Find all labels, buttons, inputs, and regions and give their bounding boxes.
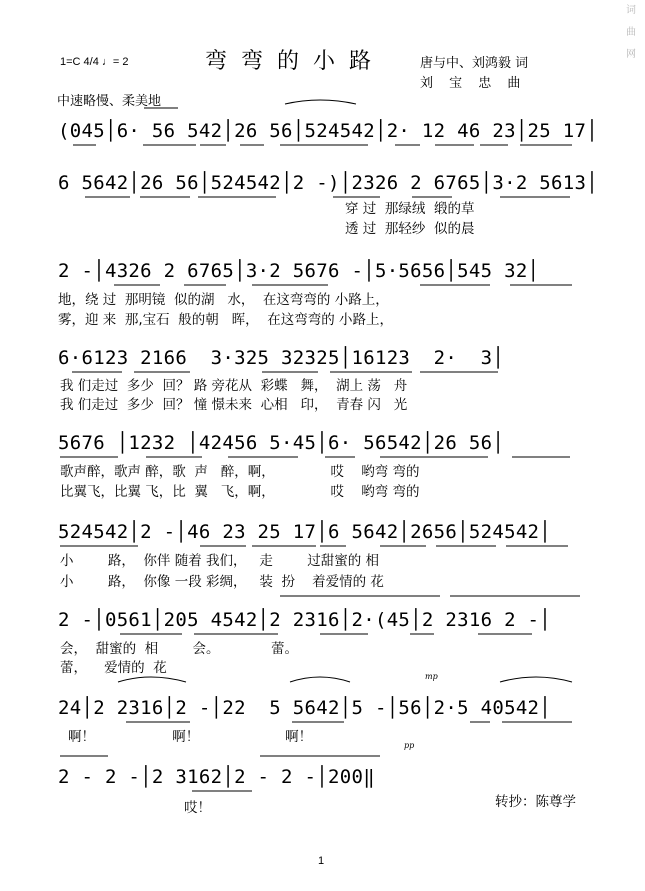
dynamic-mp: mp [425,672,438,681]
lyricist-credit: 唐与中、刘鸿毅 词 [420,56,529,71]
staff-4-lyric-verse-1: 我 们走过 多少 回？ 路 旁花从 彩蝶 舞， 湖上 荡 舟 [60,378,408,394]
tempo-marking: 中速略慢、柔美地 [57,94,162,109]
staff-7-notes: 2 -│0561│205 4542│2 2316│2·(45│2 2316 2 -│ [58,609,552,631]
staff-3-lyric-verse-2: 雾，迎 来 那,宝石 般的朝 晖， 在这弯弯的 小路上， [58,312,393,328]
key-signature: 1=C 4/4 ♩= 2 [60,56,129,68]
watermark-strip: 词 曲 网 [626,5,636,60]
staff-5-lyric-verse-2: 比翼飞，比翼 飞，比 翼 飞，啊， 哎 哟弯 弯的 [60,484,420,500]
staff-2-notes: 6 5642│26 56│524542│2 -)│2326 2 6765│3·2 5613│ [58,172,598,194]
staff-7-lyric-verse-2: 蕾， 爱情的 花 [60,660,167,676]
staff-4-lyric-verse-2: 我 们走过 多少 回？ 憧 憬未来 心相 印， 青春 闪 光 [60,397,408,413]
staff-9-notes: 2 - 2 -│2 3162│2 - 2 -│200‖ [58,766,375,788]
staff-6-lyric-verse-2: 小 路， 你像 一段 彩绸， 装 扮 着爱情的 花 [60,574,384,590]
song-title: 弯弯的小路 [205,49,386,74]
staff-2-lyric-verse-1: 穿 过 那绿绒 缎的草 [345,201,475,217]
staff-9-lyric: 哎！ [184,800,211,816]
transcriber-credit: 转抄：陈尊学 [495,794,576,810]
staff-5-lyric-verse-1: 歌声醉，歌声 醉，歌 声 醉，啊， 哎 哟弯 弯的 [60,464,420,480]
composer-credit: 刘 宝 忠 曲 [420,76,527,91]
page-number: 1 [318,855,325,867]
staff-8-notes: 24│2 2316│2 -│22 5 5642│5 -│56│2·5 40542│ [58,697,552,719]
staff-6-notes: 524542│2 -│46 23 25 17│6 5642│2656│524542│ [58,521,552,543]
staff-2-lyric-verse-2: 透 过 那轻纱 似的晨 [345,221,475,237]
dynamic-pp: pp [404,741,415,750]
staff-3-notes: 2 -│4326 2 6765│3·2 5676 -│5·5656│545 32│ [58,260,540,282]
staff-5-notes: 5676 │1232 │42456 5·45│6· 56542│26 56│ [58,432,505,454]
staff-6-lyric-verse-1: 小 路， 你伴 随着 我们， 走 过甜蜜的 相 [60,553,379,569]
staff-8-lyric: 啊！ 啊！ 啊！ [68,729,313,745]
staff-1-notes: (045│6· 56 542│26 56│524542│2· 12 46 23│25 17│ [58,120,598,142]
staff-7-lyric-verse-1: 会， 甜蜜的 相 会。 蕾。 [60,641,298,657]
staff-4-notes: 6·6123 2166 3·325 32325│16123 2· 3│ [58,347,505,369]
staff-3-lyric-verse-1: 地，绕 过 那明镜 似的湖 水， 在这弯弯的 小路上， [58,292,389,308]
